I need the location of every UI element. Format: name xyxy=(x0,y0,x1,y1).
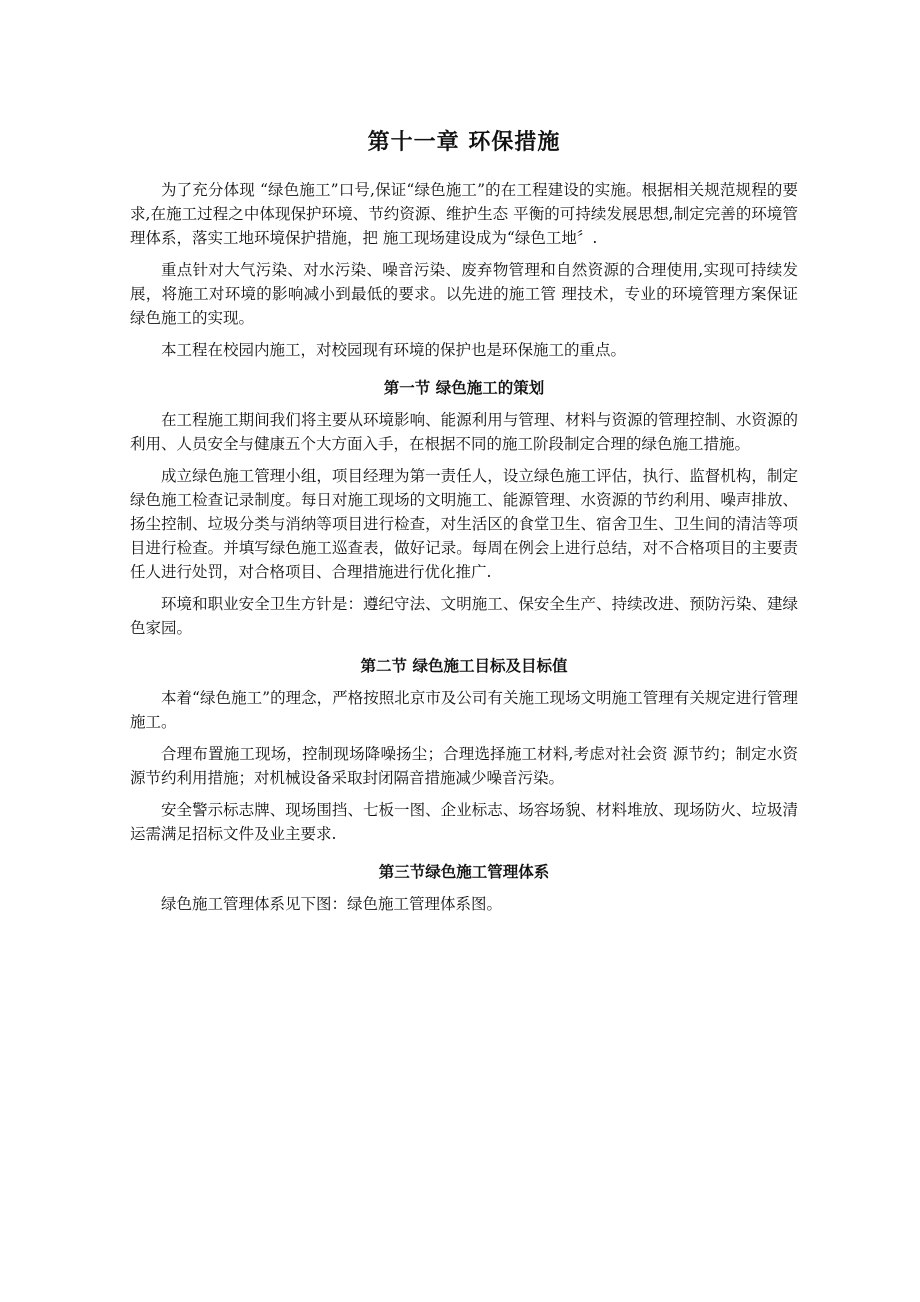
document-body xyxy=(130,178,798,924)
section-2-title: 第二节 绿色施工目标及目标值 xyxy=(360,657,568,675)
section-2-paragraph-2: 合理布置施工现场，控制现场降噪扬尘；合理选择施工材料,考虑对社会资 源节约；制定水资源节约利用措施；对机械设备采取封闭隔音措施减少噪音污染。 xyxy=(130,745,798,787)
section-1-paragraph-2: 成立绿色施工管理小组，项目经理为第一责任人，设立绿色施工评估，执行、监督机构，制定绿色施工检查记录制度。每日对施工现场的文明施工、能源管理、水资源的节约利用、噪声排放、扬尘控制、垃圾分类与消纳等项目进行检查，对生活区的食堂卫生、宿舍卫生、卫生间的清洁等项目进行检查。并填写绿色施工巡查表，做好记录。每周在例会上进行总结，对不合格项目的主要责任人进行处罚，对合格项目、合理措施进行优化推广. xyxy=(130,467,798,581)
section-1-paragraph-3: 环境和职业安全卫生方针是：遵纪守法、文明施工、保安全生产、持续改进、预防污染、建绿色家园。 xyxy=(130,595,798,637)
section-2-paragraph-3: 安全警示标志牌、现场围挡、七板一图、企业标志、场容场貌、材料堆放、现场防火、垃圾清运需满足招标文件及业主要求. xyxy=(130,801,798,843)
intro-paragraph-1: 为了充分体现 “绿色施工”口号,保证“绿色施工”的在工程建设的实施。根据相关规范规程的要求,在施工过程之中体现保护环境、节约资源、维护生态 平衡的可持续发展思想,制定完善的环境管理体系，落实工地环境保护措施，把 施工现场建设成为“绿色工地〞. xyxy=(130,181,798,247)
intro-paragraph-3: 本工程在校园内施工，对校园现有环境的保护也是环保施工的重点。 xyxy=(161,341,627,359)
section-1-title: 第一节 绿色施工的策划 xyxy=(383,379,545,397)
section-3-paragraph-1: 绿色施工管理体系见下图：绿色施工管理体系图。 xyxy=(161,895,503,913)
chapter-title: 第十一章 环保措施 xyxy=(367,130,561,155)
section-3-title: 第三节绿色施工管理体系 xyxy=(378,863,550,881)
section-1-paragraph-1: 在工程施工期间我们将主要从环境影响、能源利用与管理、材料与资源的管理控制、水资源的利用、人员安全与健康五个大方面入手，在根据不同的施工阶段制定合理的绿色施工措施。 xyxy=(130,411,798,453)
intro-paragraph-2: 重点针对大气污染、对水污染、噪音污染、废弃物管理和自然资源的合理使用,实现可持续发展，将施工对环境的影响减小到最低的要求。以先进的施工管 理技术，专业的环境管理方案保证绿色施工的实现。 xyxy=(130,261,798,327)
section-2-paragraph-1: 本着“绿色施工”的理念，严格按照北京市及公司有关施工现场文明施工管理有关规定进行管理施工。 xyxy=(130,689,798,731)
